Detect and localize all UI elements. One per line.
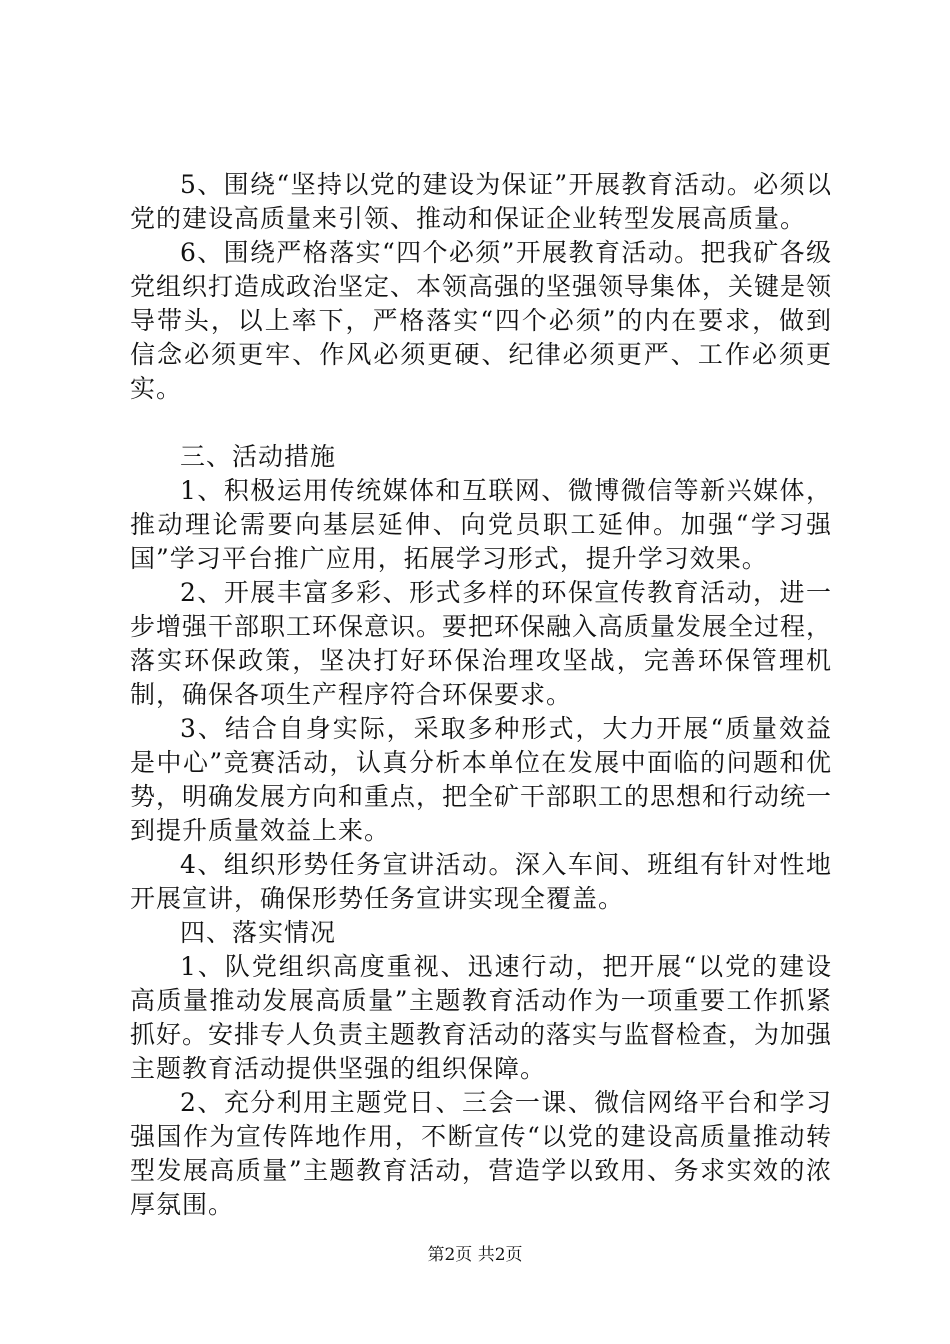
page-number-footer: 第2页 共2页	[427, 1245, 523, 1265]
section-heading-implementation: 四、落实情况	[180, 918, 337, 947]
measure-item-4: 4、组织形势任务宣讲活动。深入车间、班组有针对性地开展宣讲，确保形势任务宣讲实现全覆盖。	[130, 850, 832, 913]
paragraph-item-5: 5、围绕“坚持以党的建设为保证”开展教育活动。必须以党的建设高质量来引领、推动和保证企业转型发展高质量。	[130, 170, 832, 233]
measure-item-1: 1、积极运用传统媒体和互联网、微博微信等新兴媒体，推动理论需要向基层延伸、向党员职工延伸。加强“学习强国”学习平台推广应用，拓展学习形式，提升学习效果。	[130, 476, 832, 573]
section-spacer	[130, 406, 832, 440]
implementation-item-2: 2、充分利用主题党日、三会一课、微信网络平台和学习强国作为宣传阵地作用，不断宣传“以党的建设高质量推动转型发展高质量”主题教育活动，营造学以致用、务求实效的浓厚氛围。	[130, 1088, 832, 1219]
paragraph-item-6: 6、围绕严格落实“四个必须”开展教育活动。把我矿各级党组织打造成政治坚定、本领高强的坚强领导集体，关键是领导带头，以上率下，严格落实“四个必须”的内在要求，做到信念必须更牢、作风必须更硬、纪律必须更严、工作必须更实。	[130, 238, 833, 403]
measure-item-3: 3、结合自身实际，采取多种形式，大力开展“质量效益是中心”竞赛活动，认真分析本单位在发展中面临的问题和优势，明确发展方向和重点，把全矿干部职工的思想和行动统一到提升质量效益上来。	[130, 714, 833, 845]
document-body	[130, 168, 832, 1222]
implementation-item-1: 1、队党组织高度重视、迅速行动，把开展“以党的建设高质量推动发展高质量”主题教育活动作为一项重要工作抓紧抓好。安排专人负责主题教育活动的落实与监督检查，为加强主题教育活动提供坚强的组织保障。	[130, 952, 833, 1083]
section-heading-measures: 三、活动措施	[180, 442, 337, 471]
measure-item-2: 2、开展丰富多彩、形式多样的环保宣传教育活动，进一步增强干部职工环保意识。要把环保融入高质量发展全过程，落实环保政策，坚决打好环保治理攻坚战，完善环保管理机制，确保各项生产程序符合环保要求。	[130, 578, 833, 709]
